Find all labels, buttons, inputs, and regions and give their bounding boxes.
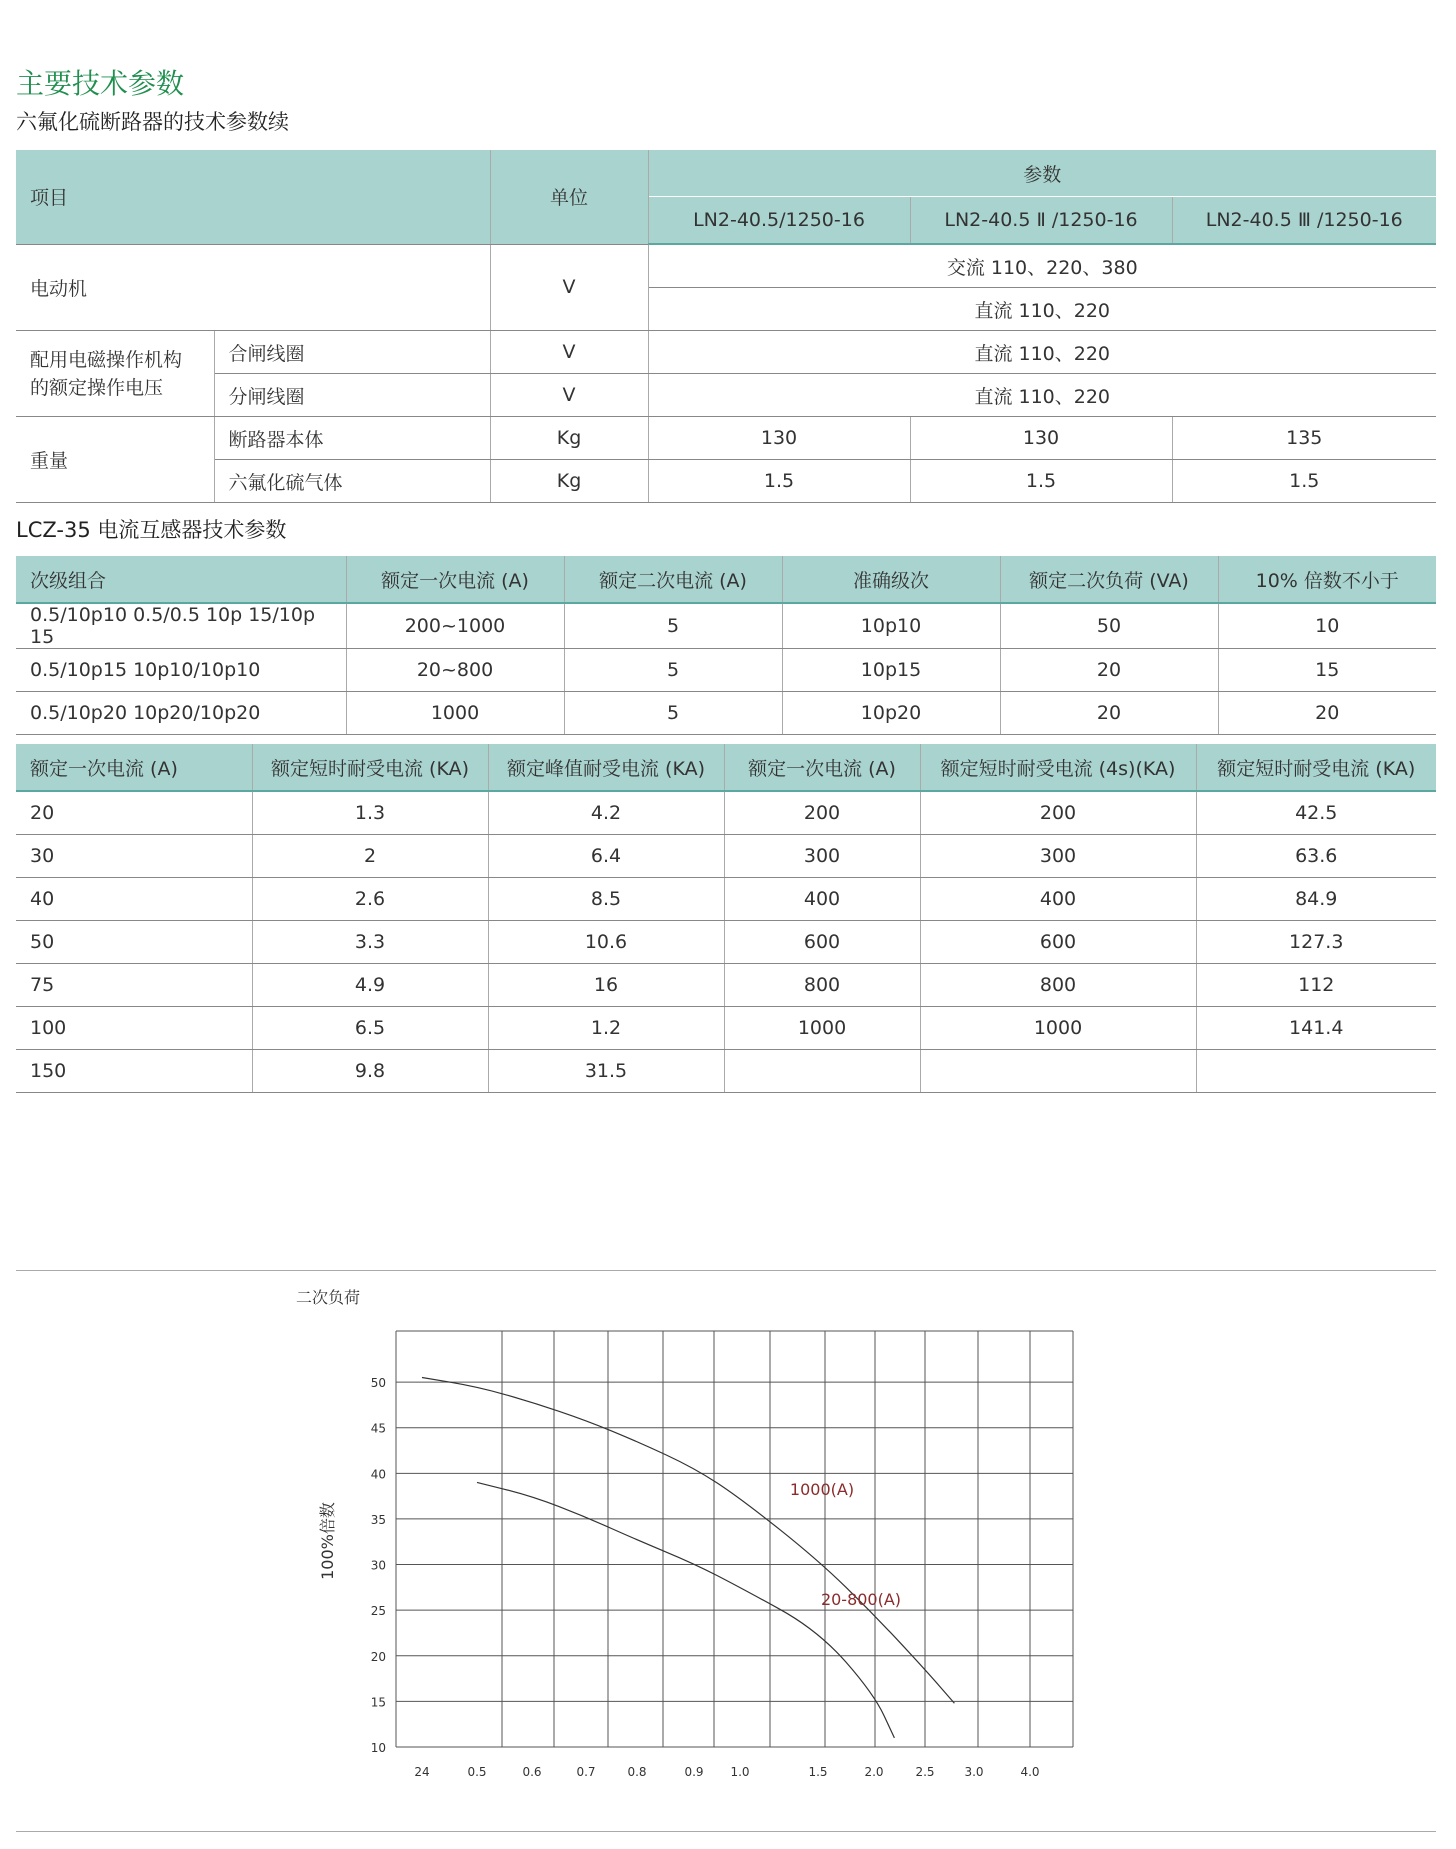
table-cell: 4.9 [252, 964, 488, 1007]
table3-header: 额定峰值耐受电流 (KA) [488, 744, 724, 791]
table3-header: 额定一次电流 (A) [16, 744, 252, 791]
table-row [16, 835, 1436, 878]
table-cell: 20 [1000, 692, 1218, 735]
table-cell: 1000 [920, 1007, 1196, 1050]
cell-value: 1.5 [1172, 460, 1436, 503]
y-tick-label: 45 [370, 1421, 386, 1436]
table-row [16, 878, 1436, 921]
y-tick-label: 40 [370, 1467, 386, 1482]
y-tick-label: 10 [370, 1741, 386, 1755]
table-cell: 42.5 [1196, 791, 1436, 835]
table-cell [724, 1050, 920, 1093]
header-params: 参数 [648, 150, 1436, 197]
y-tick-label: 25 [370, 1604, 386, 1619]
table-cell: 31.5 [488, 1050, 724, 1093]
row-sublabel-open-coil: 分闸线圈 [214, 374, 490, 417]
table-cell: 75 [16, 964, 252, 1007]
x-tick-label: 24 [414, 1765, 430, 1779]
table-cell: 800 [724, 964, 920, 1007]
table-cell: 50 [1000, 603, 1218, 649]
table-cell: 50 [16, 921, 252, 964]
table-cell: 16 [488, 964, 724, 1007]
table-row [16, 791, 1436, 835]
table-cell: 40 [16, 878, 252, 921]
table3-header: 额定短时耐受电流 (4s)(KA) [920, 744, 1196, 791]
table-cell: 200~1000 [346, 603, 564, 649]
table-cell: 63.6 [1196, 835, 1436, 878]
table2-header: 额定二次负荷 (VA) [1000, 556, 1218, 603]
cell-value: 130 [648, 417, 910, 460]
table-cell: 10p10 [782, 603, 1000, 649]
x-tick-label: 1.5 [808, 1765, 828, 1779]
table-row [16, 692, 1436, 735]
cell-unit: V [490, 374, 648, 417]
table2-header: 次级组合 [16, 556, 346, 603]
y-tick-label: 50 [370, 1376, 386, 1391]
row-label-coil: 配用电磁操作机构的额定操作电压 [16, 331, 214, 417]
load-multiple-chart [16, 1271, 1436, 1831]
x-tick-label: 0.7 [576, 1765, 596, 1779]
y-tick-label: 30 [370, 1558, 386, 1573]
y-axis-label: 100%倍数 [318, 1502, 337, 1580]
header-model: LN2-40.5 Ⅱ /1250-16 [910, 197, 1172, 245]
table-cell: 600 [920, 921, 1196, 964]
table-cell: 2 [252, 835, 488, 878]
series-label: 1000(A) [789, 1480, 855, 1499]
cell-unit: Kg [490, 460, 648, 503]
table-row [16, 921, 1436, 964]
row-sublabel-body: 断路器本体 [214, 417, 490, 460]
table-row [16, 603, 1436, 649]
table-cell: 0.5/10p20 10p20/10p20 [16, 692, 346, 735]
x-tick-label: 4.0 [1020, 1765, 1040, 1779]
table-cell: 200 [920, 791, 1196, 835]
table3-header: 额定短时耐受电流 (KA) [1196, 744, 1436, 791]
row-sublabel-close-coil: 合闸线圈 [214, 331, 490, 374]
cell-value: 直流 110、220 [648, 374, 1436, 417]
table-cell: 84.9 [1196, 878, 1436, 921]
cell-value: 1.5 [910, 460, 1172, 503]
table-cell: 400 [724, 878, 920, 921]
table-cell: 10.6 [488, 921, 724, 964]
x-tick-label: 0.6 [522, 1765, 542, 1779]
y-tick-label: 20 [370, 1649, 386, 1664]
table-cell: 300 [920, 835, 1196, 878]
table-cell: 5 [564, 692, 782, 735]
table2-subtitle: LCZ-35 电流互感器技术参数 [16, 518, 287, 542]
table-cell: 15 [1218, 649, 1436, 692]
table-cell: 20 [16, 791, 252, 835]
table-cell: 127.3 [1196, 921, 1436, 964]
table-cell: 30 [16, 835, 252, 878]
x-tick-label: 3.0 [964, 1765, 984, 1779]
table-cell: 1000 [346, 692, 564, 735]
row-label-motor: 电动机 [16, 244, 490, 331]
table-cell: 112 [1196, 964, 1436, 1007]
table-cell: 5 [564, 649, 782, 692]
table2-header: 准确级次 [782, 556, 1000, 603]
table-cell [920, 1050, 1196, 1093]
cell-value: 1.5 [648, 460, 910, 503]
table-cell: 1.2 [488, 1007, 724, 1050]
cell-value: 交流 110、220、380 [648, 244, 1436, 288]
cell-unit: V [490, 244, 648, 331]
table-cell: 10 [1218, 603, 1436, 649]
chart-title: 二次负荷 [296, 1288, 361, 1307]
table-cell: 2.6 [252, 878, 488, 921]
cell-value: 130 [910, 417, 1172, 460]
table2-header: 10% 倍数不小于 [1218, 556, 1436, 603]
table-cell: 6.4 [488, 835, 724, 878]
rated-current-table [16, 744, 1436, 1093]
cell-value: 135 [1172, 417, 1436, 460]
x-tick-label: 0.5 [467, 1765, 487, 1779]
table-cell: 600 [724, 921, 920, 964]
chart-container [16, 1270, 1436, 1832]
table-cell: 1000 [724, 1007, 920, 1050]
series-label: 20-800(A) [820, 1590, 902, 1609]
table-row [16, 1050, 1436, 1093]
table-row [16, 964, 1436, 1007]
table-cell: 300 [724, 835, 920, 878]
table-cell [1196, 1050, 1436, 1093]
row-label-weight: 重量 [16, 417, 214, 503]
table-cell: 5 [564, 603, 782, 649]
row-sublabel-gas: 六氟化硫气体 [214, 460, 490, 503]
header-model: LN2-40.5 Ⅲ /1250-16 [1172, 197, 1436, 245]
table2-header: 额定二次电流 (A) [564, 556, 782, 603]
table-cell: 150 [16, 1050, 252, 1093]
section-title: 主要技术参数 [16, 67, 185, 100]
table-cell: 400 [920, 878, 1196, 921]
table-cell: 800 [920, 964, 1196, 1007]
table3-header: 额定一次电流 (A) [724, 744, 920, 791]
table-cell: 0.5/10p15 10p10/10p10 [16, 649, 346, 692]
table3-header: 额定短时耐受电流 (KA) [252, 744, 488, 791]
table-cell: 20 [1000, 649, 1218, 692]
current-transformer-table [16, 556, 1436, 735]
x-tick-label: 2.0 [864, 1765, 884, 1779]
table-cell: 10p15 [782, 649, 1000, 692]
y-tick-label: 15 [370, 1695, 386, 1710]
y-tick-label: 35 [370, 1512, 386, 1527]
table-cell: 8.5 [488, 878, 724, 921]
header-item: 项目 [16, 150, 490, 244]
header-model: LN2-40.5/1250-16 [648, 197, 910, 245]
table2-header: 额定一次电流 (A) [346, 556, 564, 603]
x-tick-label: 2.5 [915, 1765, 935, 1779]
table-cell: 4.2 [488, 791, 724, 835]
table-cell: 0.5/10p10 0.5/0.5 10p 15/10p 15 [16, 603, 346, 649]
table-cell: 6.5 [252, 1007, 488, 1050]
cell-value: 直流 110、220 [648, 331, 1436, 374]
table-cell: 1.3 [252, 791, 488, 835]
x-tick-label: 0.9 [684, 1765, 704, 1779]
table-row [16, 649, 1436, 692]
circuit-breaker-table [16, 150, 1436, 503]
table1-subtitle: 六氟化硫断路器的技术参数续 [16, 110, 289, 134]
cell-value: 直流 110、220 [648, 288, 1436, 331]
cell-unit: V [490, 331, 648, 374]
table-cell: 9.8 [252, 1050, 488, 1093]
header-unit: 单位 [490, 150, 648, 244]
table-cell: 20~800 [346, 649, 564, 692]
table-cell: 141.4 [1196, 1007, 1436, 1050]
x-tick-label: 0.8 [627, 1765, 647, 1779]
table-cell: 20 [1218, 692, 1436, 735]
table-cell: 3.3 [252, 921, 488, 964]
table-cell: 200 [724, 791, 920, 835]
x-tick-label: 1.0 [730, 1765, 750, 1779]
cell-unit: Kg [490, 417, 648, 460]
table-cell: 100 [16, 1007, 252, 1050]
table-cell: 10p20 [782, 692, 1000, 735]
table-row [16, 1007, 1436, 1050]
